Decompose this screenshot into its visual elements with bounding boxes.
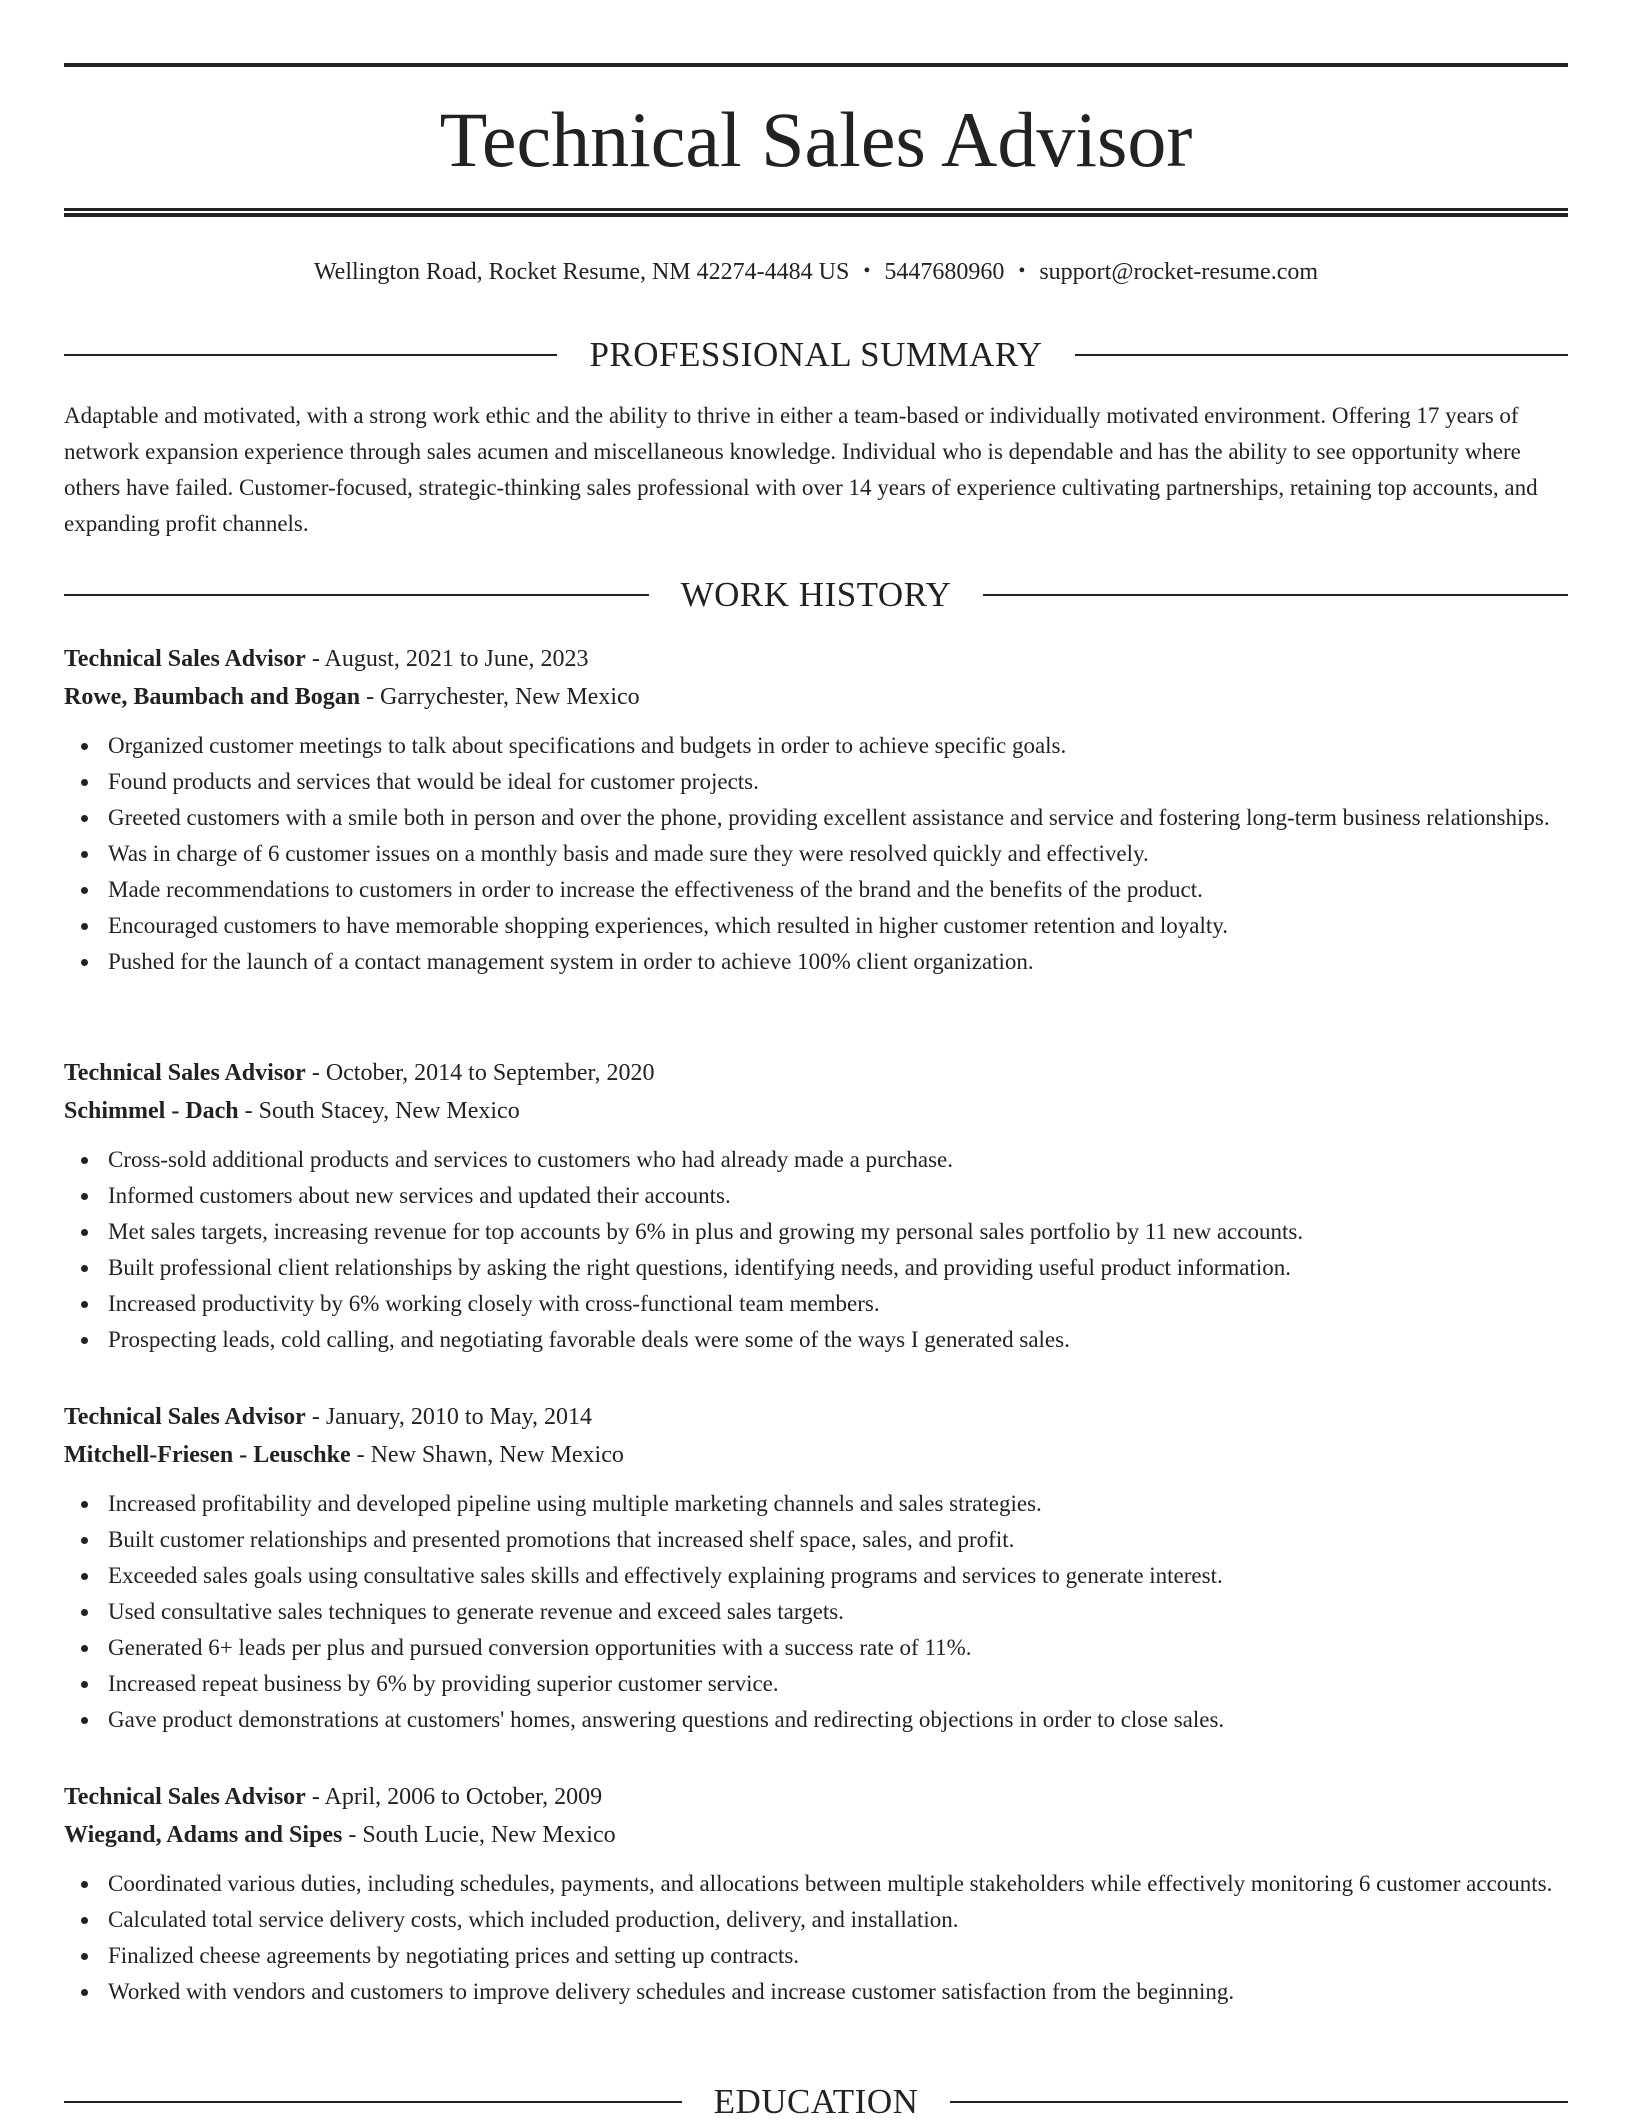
- job-dates: - October, 2014 to September, 2020: [305, 1060, 655, 1086]
- job-title-line: [64, 1054, 1568, 1092]
- heading-rule-left: [64, 2101, 682, 2103]
- job-bullet: Finalized cheese agreements by negotiating prices and setting up contracts.: [108, 1938, 1568, 1974]
- job-bullet: Gave product demonstrations at customers' homes, answering questions and redirecting objections in order to close sales.: [108, 1702, 1568, 1738]
- contact-address: Wellington Road, Rocket Resume, NM 42274-4484 US: [313, 259, 850, 285]
- job-bullets: [64, 1142, 1568, 1358]
- job-bullet: Increased profitability and developed pipeline using multiple marketing channels and sales strategies.: [108, 1486, 1568, 1522]
- contact-separator: •: [863, 260, 871, 282]
- job-dates: - January, 2010 to May, 2014: [305, 1404, 592, 1430]
- job-bullet: Pushed for the launch of a contact management system in order to achieve 100% client organization.: [108, 944, 1568, 980]
- contact-separator: •: [1018, 260, 1026, 282]
- job-bullet: Built customer relationships and presented promotions that increased shelf space, sales, and profit.: [108, 1522, 1568, 1558]
- job-bullet: Built professional client relationships by asking the right questions, identifying needs, and providing useful product information.: [108, 1250, 1568, 1286]
- section-title: EDUCATION: [713, 2082, 919, 2121]
- heading-rule-right: [983, 594, 1568, 596]
- job-company: Wiegand, Adams and Sipes: [64, 1822, 343, 1848]
- header-double-rule: [64, 208, 1568, 217]
- job-bullet: Calculated total service delivery costs, which included production, delivery, and installation.: [108, 1902, 1568, 1938]
- contact-email: support@rocket-resume.com: [1039, 259, 1319, 285]
- job-bullet: Met sales targets, increasing revenue for top accounts by 6% in plus and growing my personal sales portfolio by 11 new accounts.: [108, 1214, 1568, 1250]
- job-entry: [64, 640, 1568, 980]
- job-bullet: Informed customers about new services and updated their accounts.: [108, 1178, 1568, 1214]
- job-title: Technical Sales Advisor: [64, 1784, 306, 1810]
- job-bullet: Cross-sold additional products and services to customers who had already made a purchase.: [108, 1142, 1568, 1178]
- job-dates: - August, 2021 to June, 2023: [305, 646, 589, 672]
- job-bullet: Exceeded sales goals using consultative sales skills and effectively explaining programs and services to generate interest.: [108, 1558, 1568, 1594]
- job-location: - Garrychester, New Mexico: [360, 684, 640, 710]
- job-bullets: [64, 1486, 1568, 1738]
- job-bullet: Was in charge of 6 customer issues on a monthly basis and made sure they were resolved quickly and effectively.: [108, 836, 1568, 872]
- section-heading-work-history: [64, 573, 1568, 617]
- job-title: Technical Sales Advisor: [64, 1404, 306, 1430]
- job-bullets: [64, 1866, 1568, 2010]
- job-entry: [64, 1054, 1568, 1358]
- job-bullet: Greeted customers with a smile both in person and over the phone, providing excellent assistance and service and fostering long-term business relationships.: [108, 800, 1568, 836]
- job-location: - South Stacey, New Mexico: [238, 1098, 520, 1124]
- job-bullet: Organized customer meetings to talk about specifications and budgets in order to achieve specific goals.: [108, 728, 1568, 764]
- job-entry: [64, 1398, 1568, 1738]
- job-company-line: [64, 1436, 1568, 1474]
- job-bullet: Generated 6+ leads per plus and pursued conversion opportunities with a success rate of 11%.: [108, 1630, 1568, 1666]
- job-bullet: Used consultative sales techniques to generate revenue and exceed sales targets.: [108, 1594, 1568, 1630]
- job-company: Mitchell-Friesen - Leuschke: [64, 1442, 351, 1468]
- job-bullet: Found products and services that would be ideal for customer projects.: [108, 764, 1568, 800]
- heading-rule-right: [950, 2101, 1568, 2103]
- job-title: Technical Sales Advisor: [64, 1060, 306, 1086]
- job-title-line: [64, 1778, 1568, 1816]
- section-heading-summary: [64, 333, 1568, 377]
- job-bullet: Increased repeat business by 6% by providing superior customer service.: [108, 1666, 1568, 1702]
- job-company: Rowe, Baumbach and Bogan: [64, 684, 361, 710]
- job-bullet: Prospecting leads, cold calling, and negotiating favorable deals were some of the ways I generated sales.: [108, 1322, 1568, 1358]
- section-title: WORK HISTORY: [680, 575, 952, 614]
- section-heading-education: [64, 2080, 1568, 2124]
- job-company-line: [64, 1092, 1568, 1130]
- header-top-rule: [64, 63, 1568, 67]
- job-bullet: Coordinated various duties, including schedules, payments, and allocations between multiple stakeholders while effectively monitoring 6 customer accounts.: [108, 1866, 1568, 1902]
- job-title-line: [64, 1398, 1568, 1436]
- job-location: - New Shawn, New Mexico: [350, 1442, 624, 1468]
- job-title: Technical Sales Advisor: [64, 646, 306, 672]
- heading-rule-left: [64, 354, 557, 356]
- contact-phone: 5447680960: [884, 259, 1005, 285]
- job-company-line: [64, 678, 1568, 716]
- job-company: Schimmel - Dach: [64, 1098, 239, 1124]
- job-bullet: Encouraged customers to have memorable shopping experiences, which resulted in higher customer retention and loyalty.: [108, 908, 1568, 944]
- job-entry: [64, 1778, 1568, 2010]
- summary-text: Adaptable and motivated, with a strong work ethic and the ability to thrive in either a team-based or individually motivated environment. Offering 17 years of network expansion experience through sales acumen and miscellaneous knowledge. Individual who is dependable and has the ability to see opportunity where others have failed. Customer-focused, strategic-thinking sales professional with over 14 years of experience cultivating partnerships, retaining top accounts, and expanding profit channels.: [64, 403, 1538, 536]
- job-dates: - April, 2006 to October, 2009: [305, 1784, 603, 1810]
- job-bullet: Increased productivity by 6% working closely with cross-functional team members.: [108, 1286, 1568, 1322]
- heading-rule-left: [64, 594, 649, 596]
- contact-line: [64, 255, 1568, 290]
- job-bullets: [64, 728, 1568, 980]
- job-bullet: Worked with vendors and customers to improve delivery schedules and increase customer satisfaction from the beginning.: [108, 1974, 1568, 2010]
- section-title: PROFESSIONAL SUMMARY: [589, 335, 1043, 374]
- job-company-line: [64, 1816, 1568, 1854]
- job-title-line: [64, 640, 1568, 678]
- job-location: - South Lucie, New Mexico: [342, 1822, 616, 1848]
- job-bullet: Made recommendations to customers in order to increase the effectiveness of the brand and the benefits of the product.: [108, 872, 1568, 908]
- resume-name: Technical Sales Advisor: [439, 96, 1193, 183]
- heading-rule-right: [1075, 354, 1568, 356]
